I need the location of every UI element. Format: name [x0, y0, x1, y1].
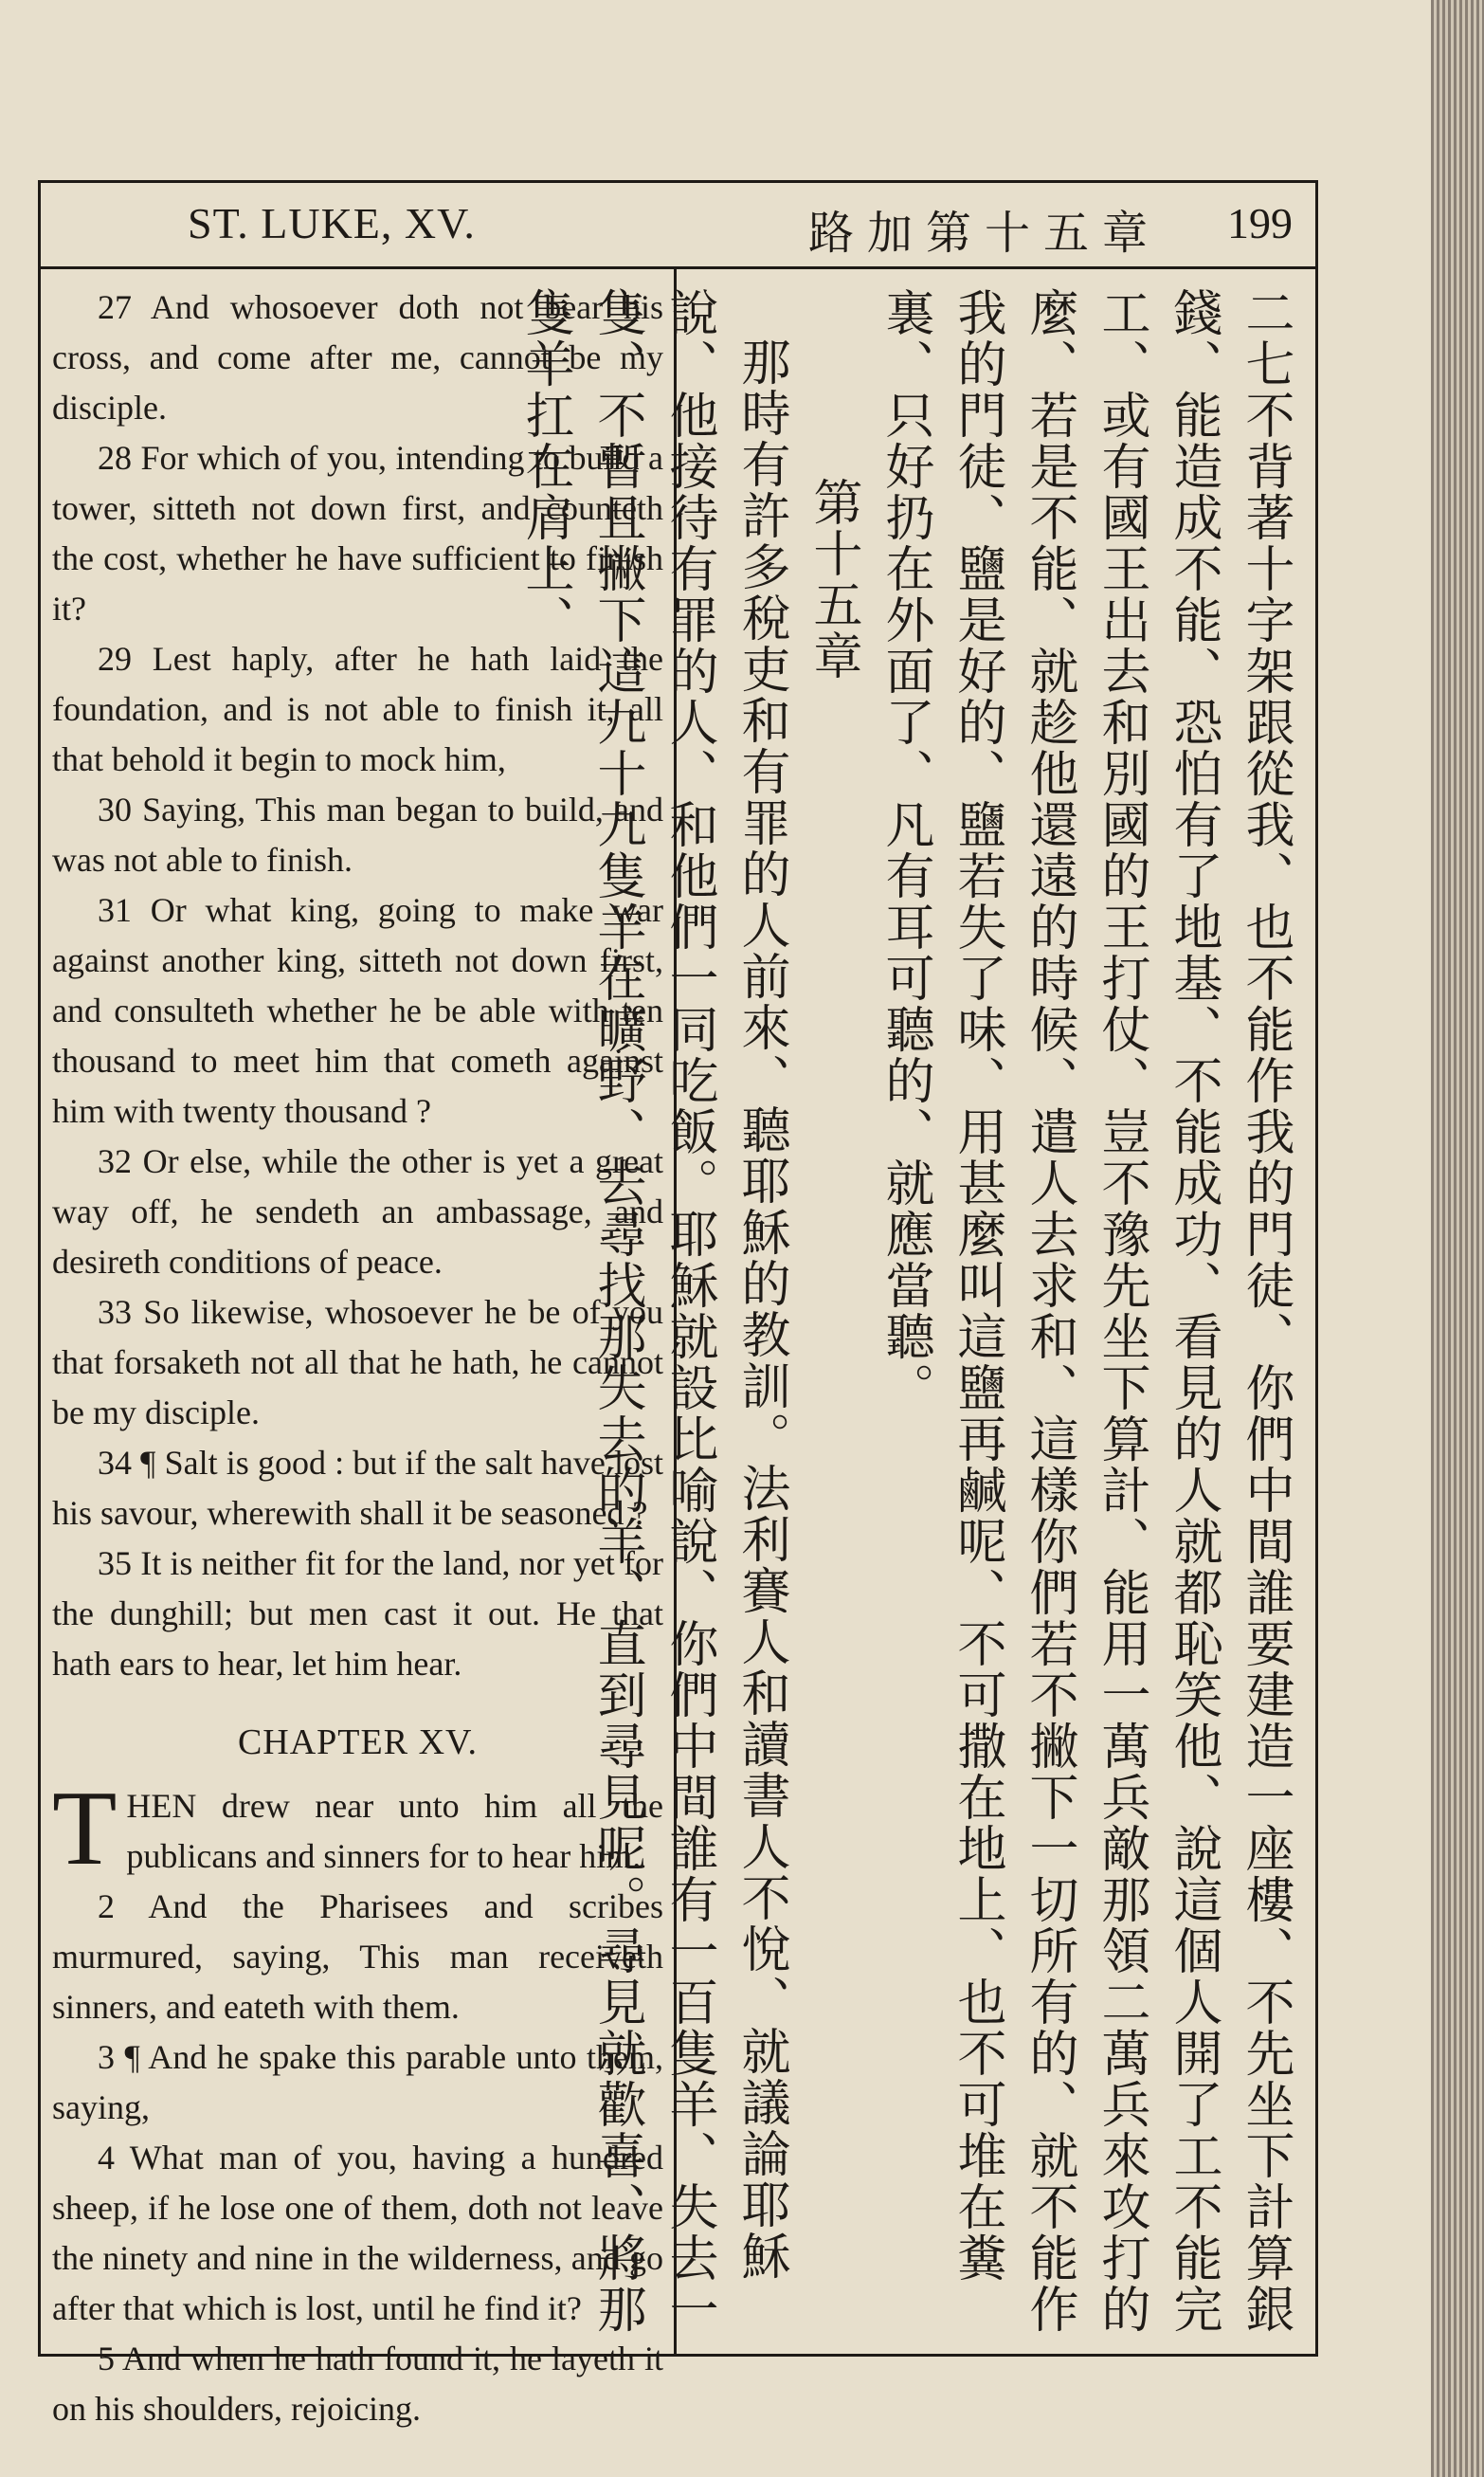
page-number: 199 [1227, 199, 1293, 247]
verse: 33 So likewise, whosoever he be of you that forsaketh not all that he hath, he cannot be my disciple. [52, 1293, 663, 1431]
page-edge [1431, 0, 1484, 2477]
verse: 32 Or else, while the other is yet a great way off, he sendeth an ambassage, and desireth conditions of peace. [52, 1142, 663, 1281]
chapter-heading: CHAPTER XV. [237, 1722, 479, 1762]
verse: 34 ¶ Salt is good : but if the salt have lost his savour, wherewith shall it be seasoned ? [52, 1444, 663, 1532]
chinese-verses: 二七不背著十字架跟從我、也不能作我的門徒、你們中間誰要建造一座樓、不先坐下計算銀錢、能造成不能、恐怕有了地基、不能成功、看見的人就都恥笑他、說這個人開了工不能完工、或有國王出去和別國的王打仗、豈不豫先坐下算計、能用一萬兵敵那領二萬兵來攻打的麼、若是不能、就趁他還遠的時候、遣人去求和、這樣你們若不撇下一切所有的、就不能作我的門徒、鹽是好的、鹽若失了味、用甚麼叫這鹽再鹹呢、不可撒在地上、也不可堆在糞裏、只好扔在外面了、凡有耳可聽的、就應當聽。 [877, 287, 1294, 2335]
verse: 5 And when he hath found it, he layeth it on his shoulders, rejoicing. [52, 2340, 663, 2428]
chinese-verses: 那時有許多稅吏和有罪的人前來、聽耶穌的教訓。法利賽人和讀書人不悅、就議論耶穌說、他接待有罪的人、和他們一同吃飯。耶穌就設比喻說、你們中間誰有一百隻羊、失去一隻、不暫且撇下這九十九隻羊在曠野、去尋找那失去的羊、直到尋見呢。尋見就歡喜、將那隻羊扛在肩上、 [516, 287, 789, 2335]
verse: 2 And the Pharisees and scribes murmured, saying, This man receiveth sinners, and eateth with them. [52, 1887, 663, 2026]
verse: 3 ¶ And he spake this parable unto them, saying, [52, 2038, 663, 2126]
verse: 27 And whosoever doth not bear his cross, and come after me, cannot be my disciple. [52, 288, 663, 427]
running-header [41, 183, 1315, 269]
verse: 30 Saying, This man began to build, and was not able to finish. [52, 791, 663, 879]
verse: 28 For which of you, intending to build a tower, sitteth not down first, and counteth the cost, whether he have sufficient to finish it? [52, 439, 663, 628]
verse: 29 Lest haply, after he hath laid the foundation, and is not able to finish it, all that behold it begin to mock him, [52, 640, 663, 778]
chinese-chapter-heading: 第十五章 [805, 477, 861, 682]
page-frame [38, 180, 1318, 2428]
chinese-column [516, 287, 1301, 2335]
drop-cap: T [52, 1770, 118, 1887]
english-running-title: ST. LUKE, XV. [188, 199, 476, 247]
chinese-running-title: 路加第十五章 [808, 207, 1162, 260]
verse: 35 It is neither fit for the land, nor yet for the dunghill; but men cast it out. He that hath ears to hear, let him hear. [52, 1544, 663, 1683]
verse: 4 What man of you, having a hundred sheep, if he lose one of them, doth not leave the ninety and nine in the wilderness, and go after that which is lost, until he find it? [52, 2139, 663, 2327]
verse: 31 Or what king, going to make war against another king, sitteth not down first, and consulteth whether he be able with ten thousand to meet him that cometh against him with twenty thousand ? [52, 891, 663, 1130]
verse-first-text: HEN drew near unto him all the publicans and sinners for to hear him. [126, 1787, 663, 1875]
